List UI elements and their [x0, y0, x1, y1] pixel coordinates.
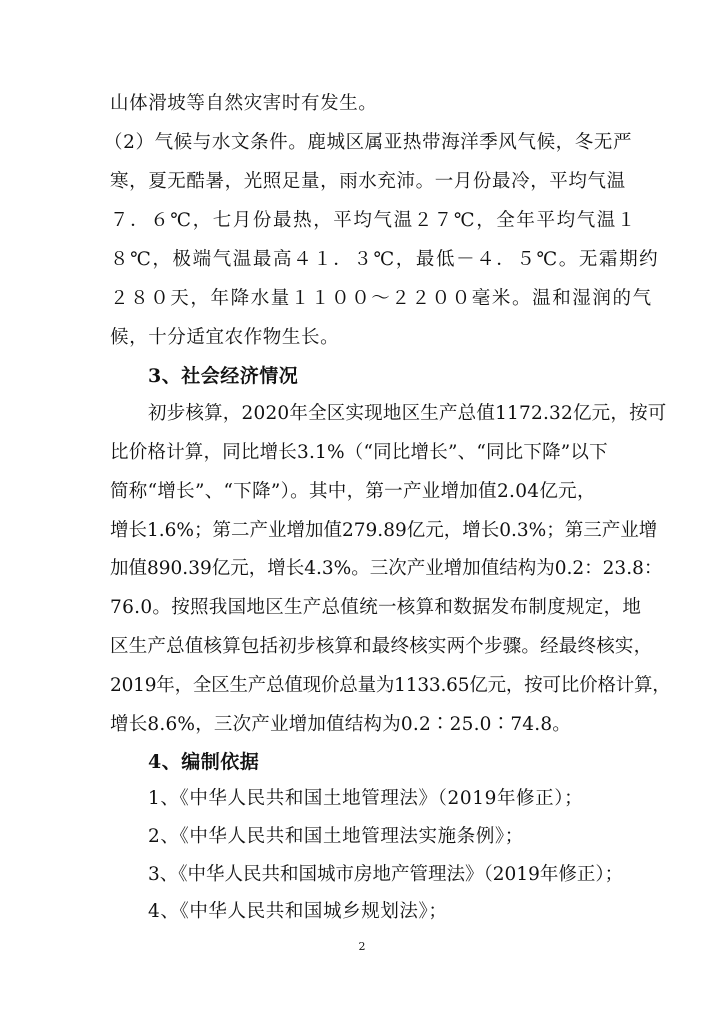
paragraph-line: （2）气候与水文条件。鹿城区属亚热带海洋季风气候，冬无严 — [104, 132, 633, 153]
paragraph-line: 寒，夏无酷暑，光照足量，雨水充沛。一月份最冷，平均气温 — [110, 171, 626, 192]
paragraph-line: 山体滑坡等自然灾害时有发生。 — [110, 93, 378, 114]
paragraph-line: 候，十分适宜农作物生长。 — [110, 327, 340, 348]
paragraph-line: 区生产总值核算包括初步核算和最终核实两个步骤。经最终核实， — [110, 636, 653, 657]
paragraph-line: ８℃，极端气温最高４１．３℃，最低－４．５℃。无霜期约 — [110, 249, 660, 270]
paragraph-line: 初步核算，2020年全区实现地区生产总值1172.32亿元，按可 — [148, 403, 667, 424]
list-item: 3、《中华人民共和国城市房地产管理法》（2019年修正）； — [148, 864, 624, 885]
paragraph-line: 加值890.39亿元，增长4.3%。三次产业增加值结构为0.2：23.8： — [110, 558, 663, 579]
paragraph-line: ７．６℃，七月份最热，平均气温２７℃，全年平均气温１ — [110, 210, 637, 231]
paragraph-line: 增长8.6%，三次产业增加值结构为0.2∶25.0∶74.8。 — [110, 714, 572, 735]
paragraph-line: 2019年，全区生产总值现价总量为1133.65亿元，按可比价格计算， — [110, 675, 671, 696]
section-heading-basis: 4、编制依据 — [148, 751, 260, 773]
paragraph-line: ２８０天，年降水量１１００～２２００毫米。温和湿润的气 — [110, 288, 653, 309]
list-item: 4、《中华人民共和国城乡规划法》； — [148, 901, 448, 922]
page-number: 2 — [358, 940, 366, 953]
paragraph-line: 增长1.6%；第二产业增加值279.89亿元，增长0.3%；第三产业增 — [110, 520, 658, 541]
paragraph-line: 比价格计算，同比增长3.1%（“同比增长”、“同比下降”以下 — [110, 442, 608, 463]
list-item: 2、《中华人民共和国土地管理法实施条例》； — [148, 826, 524, 847]
paragraph-line: 76.0。按照我国地区生产总值统一核算和数据发布制度规定，地 — [110, 597, 642, 618]
paragraph-line: 简称“增长”、“下降”）。其中，第一产业增加值2.04亿元， — [110, 481, 596, 502]
section-heading-economy: 3、社会经济情况 — [148, 365, 299, 387]
list-item: 1、《中华人民共和国土地管理法》（2019年修正）； — [148, 788, 584, 809]
